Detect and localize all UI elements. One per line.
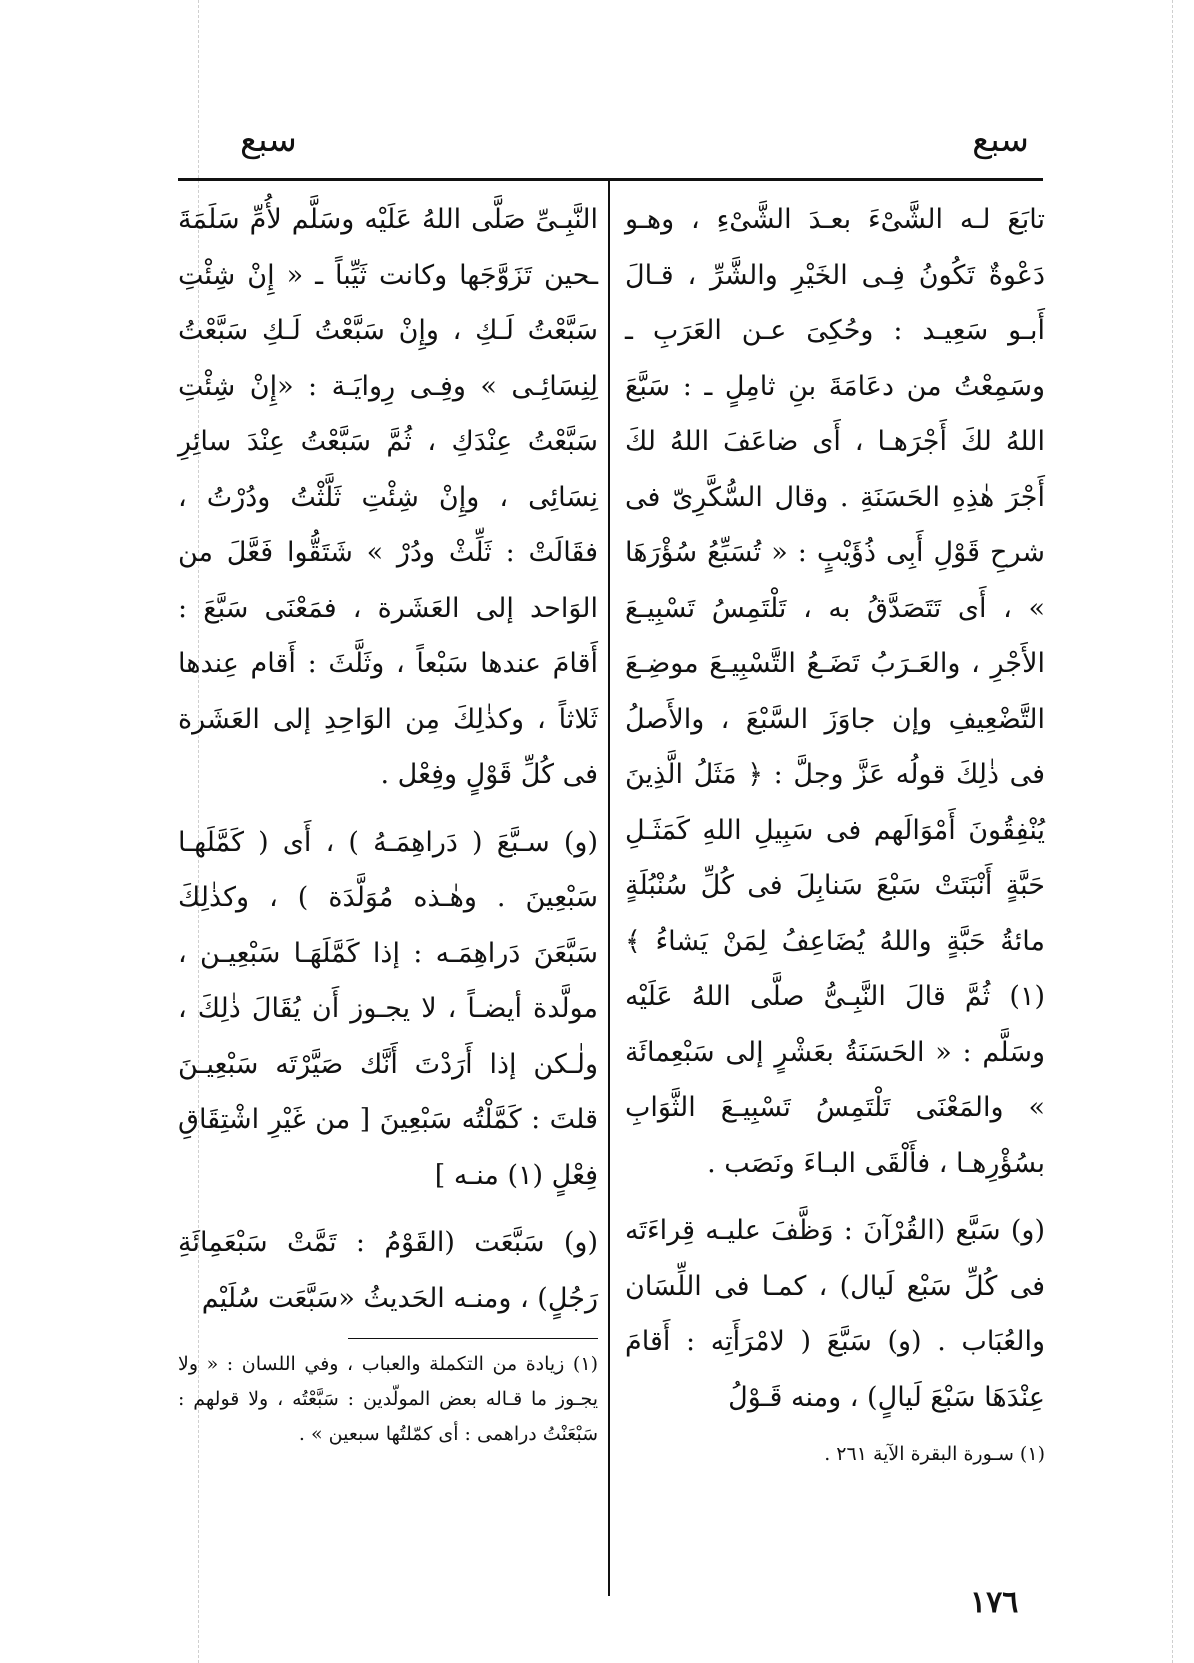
paragraph: تابَعَ لـه الشَّىْءَ بعـدَ الشَّىْءِ ، وهـو دَعْوةٌ تَكُونُ فِـى الخَيْرِ والشَّرِّ ، قـالَ أَبـو سَعِيـد : وحُكِىَ عـن العَرَبِ ـ وسَمِعْتُ من دعَامَةَ بنِ ثامِلٍ ـ : سَبَّعَ اللهُ لكَ أَجْرَهـا ، أَى ضاعَفَ اللهُ لكَ أَجْرَ هٰذِهِ الحَسَنَةِ . وقال السُّكَّرِىّ فى شرحِ قَوْلِ أَبِى ذُؤَيْبٍ : « تُسَبِّعُ سُؤْرَهَا » ، أَى تَتَصَدَّقُ به ، تَلْتَمِسُ تَسْبِيـعَ الأَجْرِ ، والعَـرَبُ تَضَـعُ التَّسْبِيـعَ موضِـعَ التَّضْعِيفِ وإن جاوَزَ السَّبْعَ ، والأَصلُ فى ذٰلِكَ قولُه عَزَّ وجلَّ : ﴿ مَثَلُ الَّذِينَ يُنْفِقُونَ أَمْوَالَهم فى سَبِيلِ اللهِ كَمَثَـلِ حَبَّةٍ أَنْبَتَتْ سَبْعَ سَنابِلَ فى كُلِّ سُنْبُلَةٍ مائةُ حَبَّةٍ واللهُ يُضَاعِفُ لِمَنْ يَشاءُ ﴾ (١) ثُمَّ قالَ النَّبِـىُّ صلَّى اللهُ عَلَيْه وسَلَّم : « الحَسَنَةُ بعَشْرٍ إلى سَبْعِمائَة » والمَعْنَى تَلْتَمِسُ تَسْبِيـعَ الثَّوَابِ بسُؤْرِهـا ، فأَلْقَى البـاءَ ونَصَب . [625,204,1045,1179]
paragraph: النَّبِـىِّ صَلَّى اللهُ عَلَيْه وسَلَّم لأُمِّ سَلَمَةَ ـحين تَزَوَّجَها وكانت ثَيِّباً ـ « إِنْ شِئْتِ سَبَّعْتُ لَـكِ ، وإِنْ سَبَّعْتُ لَـكِ سَبَّعْتُ لِنِسَائِـى » وفِـى رِوايَـة : «إِنْ شِئْتِ سَبَّعْتُ عِنْدَكِ ، ثُمَّ سَبَّعْتُ عِنْدَ سائِرِ نِسَائِى ، وإِنْ شِئْتِ ثَلَّثْتُ ودُرْتُ ، فقَالَتْ : ثَلِّثْ ودُرْ » شَتَقُّوا فَعَّلَ من الوَاحد إلى العَشَرة ، فمَعْنَى سَبَّعَ : أَقامَ عندها سَبْعاً ، وثَلَّثَ : أَقام عِندها ثَلاثاً ، وكذٰلِكَ مِن الوَاحِدِ إلى العَشَرة فى كُلِّ قَوْلٍ وفِعْل . [178,204,598,790]
footnote: (١) سـورة البقرة الآية ٢٦١ . [824,1443,1045,1465]
footnote-rule [348,1338,598,1339]
column-separator [608,178,610,1596]
paragraph: (و) سَبَّع (القُرْآنَ : وَظَّفَ عليـه قِراءَتَه فى كُلِّ سَبْع لَيال) ، كمـا فى اللِّسَان والعُبَاب . (و) سَبَّعَ ( لامْرَأَتِه : أَقامَ عِنْدَهَا سَبْعَ لَيالٍ) ، ومنه قَـوْلُ [625,1215,1045,1413]
paragraph: (و) سَبَّعَت (القَوْمُ : تَمَّتْ سَبْعَمِائَةِ رَجُلٍ) ، ومنـه الحَديثُ «سَبَّعَت سُلَيْم [178,1227,598,1314]
header-rule [178,178,1043,181]
header-left-word: سبع [240,120,297,160]
left-column [178,192,598,1464]
fold-guide-right [1172,0,1173,1663]
footnote: (١) زيادة من التكملة والعباب ، وفي اللسان : « ولا يجـوز ما قـاله بعض المولّدين : سَبَّعْتُه ، ولا قولهم : سَبْعَنْتُ دراهمى : أى كمّلتُها سبعين » . [178,1353,598,1445]
paragraph: (و) سـبَّعَ ( دَراهِمَـهُ ) ، أَى ( كَمَّلَهـا سَبْعِينَ . وهٰـذه مُوَلَّدَة ) ، وكذٰلِكَ سَبَّعَنَ دَراهِمَـه : إذا كَمَّلَهَـا سَبْعِيـن ، مولَّدة أيضـاً ، لا يجـوز أَن يُقَالَ ذٰلِكَ ، ولٰـكن إذا أَرَدْتَ أَنَّك صَيَّرْتَه سَبْعِيـنَ قلتَ : كَمَّلْتُه سَبْعِينَ [ من غَيْرِ اشْتِقَاقِ فِعْلٍ (١) منـه ] [178,826,598,1191]
header-right-word: سبع [972,120,1029,160]
right-column [625,192,1045,1484]
page-number: ١٧٦ [970,1585,1019,1620]
